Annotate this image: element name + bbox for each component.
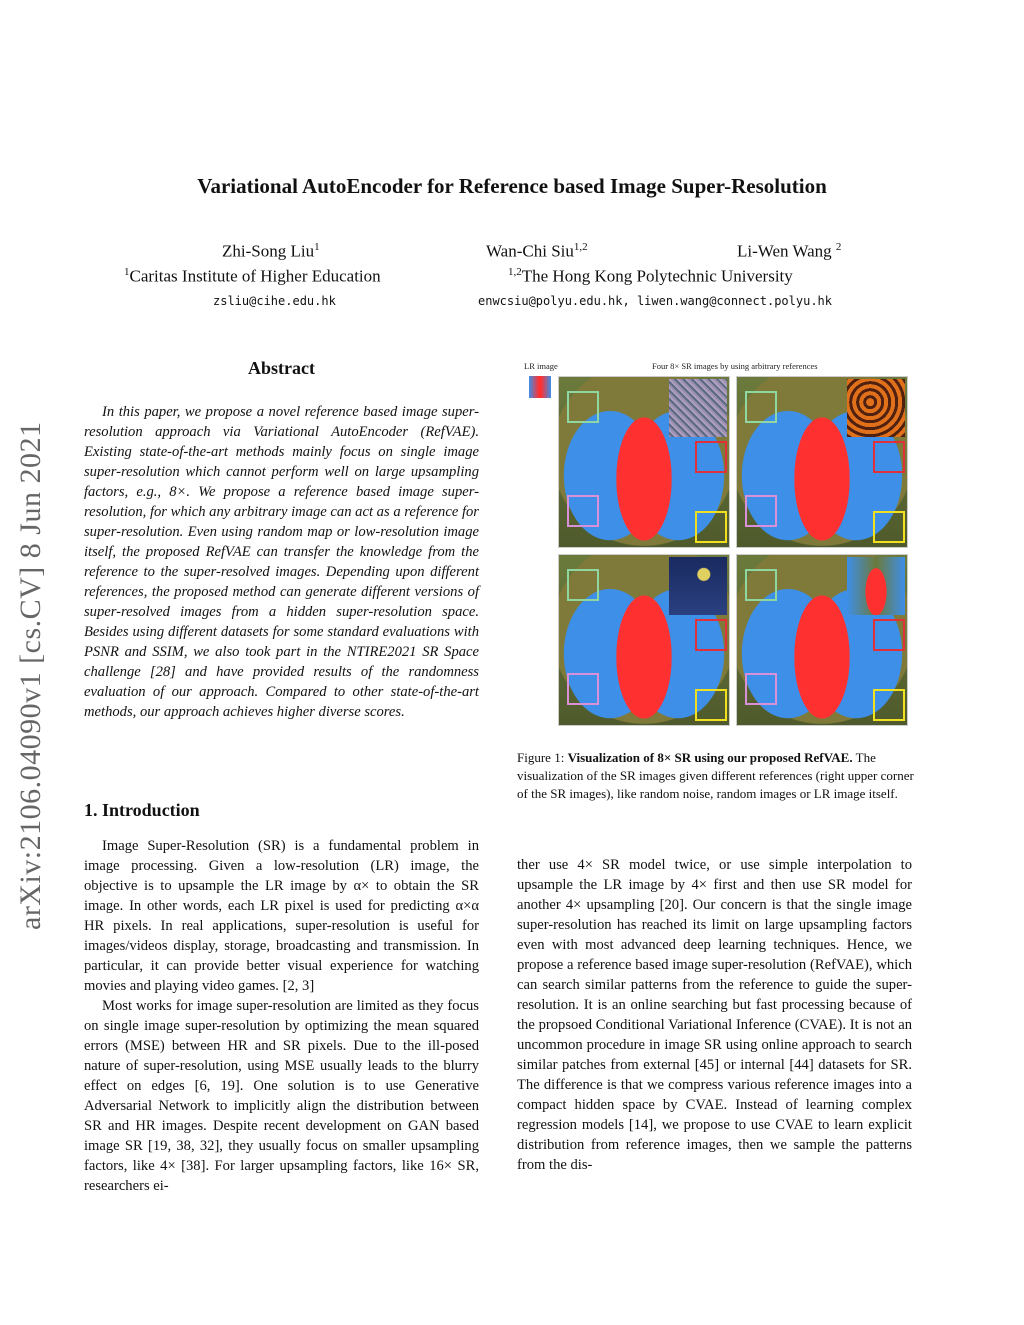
- abstract-text: In this paper, we propose a novel reference based image super-resolution approach via Variational AutoEncoder (RefVAE). Existing state-of-the-art methods mainly focus on single image super-resolution which cannot perform well on large upsampling factors, e.g., 8×. We propose a reference based image super-resolution, for which any arbitrary image can act as a reference for super-resolution. Even using random map or low-resolution image itself, the proposed RefVAE can transfer the knowledge from the reference to the super-resolved images. Depending upon different references, the proposed method can generate different versions of super-resolved images from a hidden super-resolution space. Besides using different datasets for some standard evaluations with PSNR and SSIM, we also took part in the NTIRE2021 SR Space challenge [28] and have provided results of the randomness evaluation of our approach. Compared to other state-of-the-art methods, our approach achieves higher diverse scores.: [84, 404, 479, 720]
- zoom-box-yellow: [695, 689, 727, 721]
- zoom-box-yellow: [873, 689, 905, 721]
- zoom-box-red: [695, 441, 727, 473]
- sr-tile-lr-itself: [736, 554, 908, 726]
- sr-tile-random-image-2: [558, 554, 730, 726]
- zoom-box-yellow: [873, 511, 905, 543]
- author-2: Wan-Chi Siu$^{1,2}$: [486, 241, 588, 261]
- zoom-box-red: [873, 619, 905, 651]
- intro-paragraph-2: Most works for image super-resolution are limited as they focus on single image super-resolution by optimizing the mean squared errors (MSE) between HR and SR pixels. Due to the ill-posed nature of super-resolution, using MSE usually leads to the blurry effect on edges [6, 19]. One solution is to use Generative Adversarial Network to implicitly align the distribution between SR and HR images. Despite recent development on GAN based image SR [19, 38, 32], they usually focus on smaller upsampling factors, like 4× [38]. For larger upsampling factors, like 16× SR, researchers ei-: [84, 998, 479, 1194]
- intro-heading: 1. Introduction: [84, 800, 200, 820]
- sr-tile-noise: [558, 376, 730, 548]
- reference-lr-inset: [847, 557, 905, 615]
- email-2: enwcsiu@polyu.edu.hk, liwen.wang@connect.polyu.hk: [478, 294, 833, 308]
- zoom-box-yellow: [695, 511, 727, 543]
- lr-thumbnail: [529, 376, 551, 398]
- zoom-box-green: [567, 569, 599, 601]
- zoom-box-green: [745, 391, 777, 423]
- zoom-box-green: [745, 569, 777, 601]
- affiliation-2: $^{1,2}$The Hong Kong Polytechnic University: [508, 266, 793, 286]
- arxiv-side-label: arXiv:2106.04090v1 [cs.CV] 8 Jun 2021: [14, 421, 47, 930]
- zoom-box-pink: [745, 673, 777, 705]
- lr-image-label: LR image: [524, 361, 558, 371]
- zoom-box-green: [567, 391, 599, 423]
- reference-starry-inset: [669, 557, 727, 615]
- paper-title: Variational AutoEncoder for Reference based Image Super-Resolution: [197, 174, 827, 198]
- reference-image-inset: [847, 379, 905, 437]
- sr-images-label: Four 8× SR images by using arbitrary references: [652, 361, 818, 371]
- zoom-box-red: [873, 441, 905, 473]
- reference-noise-inset: [669, 379, 727, 437]
- zoom-box-pink: [745, 495, 777, 527]
- right-column-text: ther use 4× SR model twice, or use simple interpolation to upsample the LR image by 4× first and then use SR model for another 4× upsampling [20]. Our concern is that the single image super-resolution has reached its limit on large upsampling factors even with most advanced deep learning techniques. Hence, we propose a reference based image super-resolution (RefVAE), which can search similar patterns from the reference to guide the super-resolution. It is an online searching but fast processing because of the propsoed Conditional Variational Inference (CVAE). It is not an uncommon procedure in image SR using online approach to search similar patches from external [45] or internal [44] datasets for SR. The difference is that we compress various reference images into a compact hidden space by CVAE. Instead of learning complex regression models [14], we propose to use CVAE to learn explicit distribution from reference images, then we sample the patterns from the dis-: [517, 857, 912, 1173]
- intro-paragraph-1: Image Super-Resolution (SR) is a fundamental problem in image processing. Given a low-resolution (LR) image, the objective is to upsample the LR image by α× to obtain the SR image. In other words, each LR pixel is used for predicting α×α HR pixels. In real applications, super-resolution is useful for images/videos display, storage, broadcasting and transmission. In particular, it can provide better visual experience for watching movies and playing video games. [2, 3]: [84, 838, 479, 994]
- figure-caption: Figure 1: Visualization of 8× SR using our proposed RefVAE. The visualization of the SR images given different references (right upper corner of the SR images), like random noise, random images or LR image itself.: [517, 750, 914, 801]
- zoom-box-pink: [567, 673, 599, 705]
- abstract-heading: Abstract: [248, 358, 315, 378]
- author-3: Li-Wen Wang $^2$: [737, 241, 842, 261]
- email-1: zsliu@cihe.edu.hk: [213, 294, 336, 308]
- zoom-box-pink: [567, 495, 599, 527]
- author-1: Zhi-Song Liu$^1$: [222, 241, 320, 261]
- figure-1: [524, 356, 914, 728]
- sr-tile-random-image-1: [736, 376, 908, 548]
- affiliation-1: $^1$Caritas Institute of Higher Education: [124, 266, 381, 286]
- zoom-box-red: [695, 619, 727, 651]
- intro-text: [84, 836, 479, 1196]
